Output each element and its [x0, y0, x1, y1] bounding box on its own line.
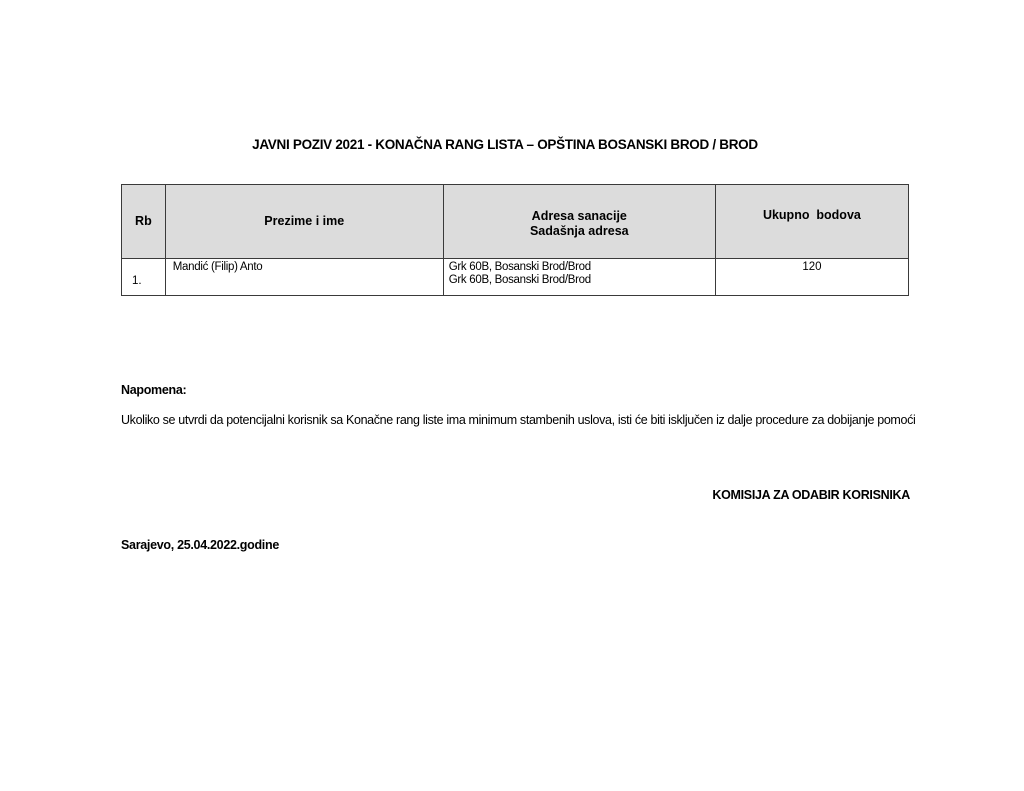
cell-points: 120: [715, 259, 908, 296]
cell-current-address: Grk 60B, Bosanski Brod/Brod: [448, 274, 591, 286]
commission-signature: KOMISIJA ZA ODABIR KORISNIKA: [712, 488, 910, 502]
cell-name: Mandić (Filip) Anto: [165, 259, 443, 296]
place-date: Sarajevo, 25.04.2022.godine: [121, 538, 279, 552]
note-text: Ukoliko se utvrdi da potencijalni korisnik sa Konačne rang liste ima minimum stambenih uslova, isti će biti isključen iz dalje procedure za dobijanje pomoći: [121, 413, 916, 427]
cell-renovation-address: Grk 60B, Bosanski Brod/Brod: [448, 261, 591, 273]
header-address: [443, 185, 715, 259]
note-label: Napomena:: [121, 383, 187, 397]
page-title: JAVNI POZIV 2021 - KONAČNA RANG LISTA – OPŠTINA BOSANSKI BROD / BROD: [252, 137, 758, 152]
header-name: Prezime i ime: [165, 185, 443, 259]
header-address-current: Sadašnja adresa: [529, 223, 629, 238]
rank-list-table: [121, 184, 909, 296]
header-rb: Rb: [122, 185, 166, 259]
table-row: [122, 259, 909, 296]
cell-rb: 1.: [122, 259, 166, 296]
cell-address: [443, 259, 715, 296]
header-address-renovation: Adresa sanacije: [531, 208, 627, 223]
header-points: Ukupno bodova: [715, 185, 908, 259]
table-header-row: [122, 185, 909, 259]
